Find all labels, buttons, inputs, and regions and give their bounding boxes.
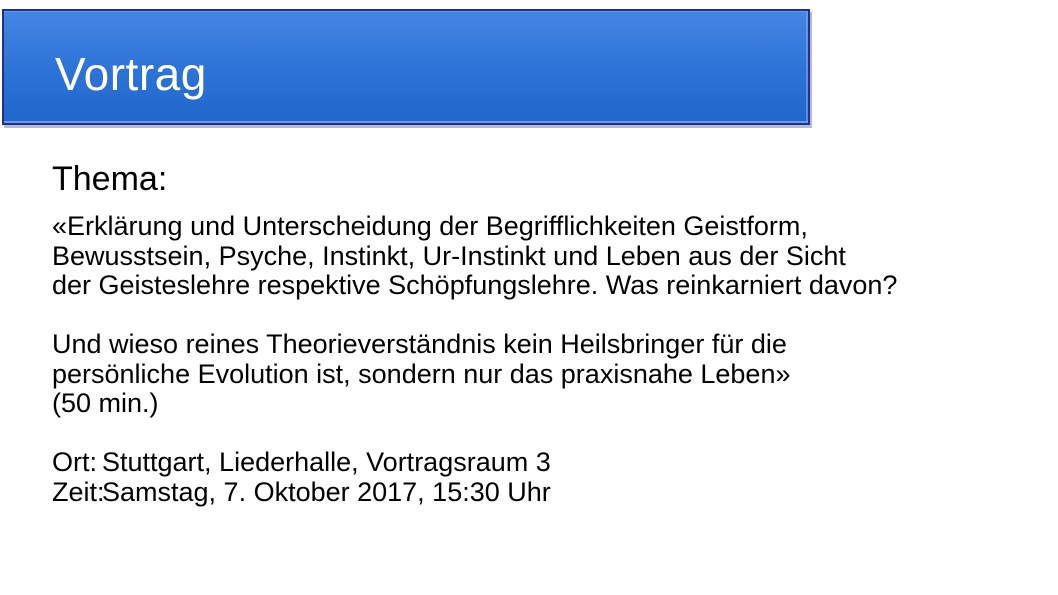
location-value: Stuttgart, Liederhalle, Vortragsraum 3 <box>102 447 551 477</box>
location-row <box>52 448 551 478</box>
paragraph-line: persönliche Evolution ist, sondern nur das praxisnahe Leben» <box>52 358 791 389</box>
time-label: Zeit: <box>52 476 105 507</box>
event-details <box>52 448 551 507</box>
paragraph-line: Und wieso reines Theorieverständnis kein Heilsbringer für die <box>52 329 787 359</box>
topic-heading: Thema: <box>52 160 168 198</box>
duration-note: (50 min.) <box>52 388 159 418</box>
time-row <box>52 478 551 508</box>
paragraph-line: Bewusstsein, Psyche, Instinkt, Ur-Instinkt und Leben aus der Sicht <box>52 240 846 271</box>
location-label: Ort: <box>52 447 97 477</box>
topic-paragraph-2 <box>52 330 790 419</box>
paragraph-line: «Erklärung und Unterscheidung der Begrifflichkeiten Geistform, <box>52 211 808 241</box>
time-value: Samstag, 7. Oktober 2017, 15:30 Uhr <box>102 476 551 507</box>
title-banner <box>2 9 810 125</box>
paragraph-line: der Geisteslehre respektive Schöpfungslehre. Was reinkarniert davon? <box>52 270 898 300</box>
topic-paragraph-1 <box>52 212 897 301</box>
slide-title: Vortrag <box>55 48 207 100</box>
